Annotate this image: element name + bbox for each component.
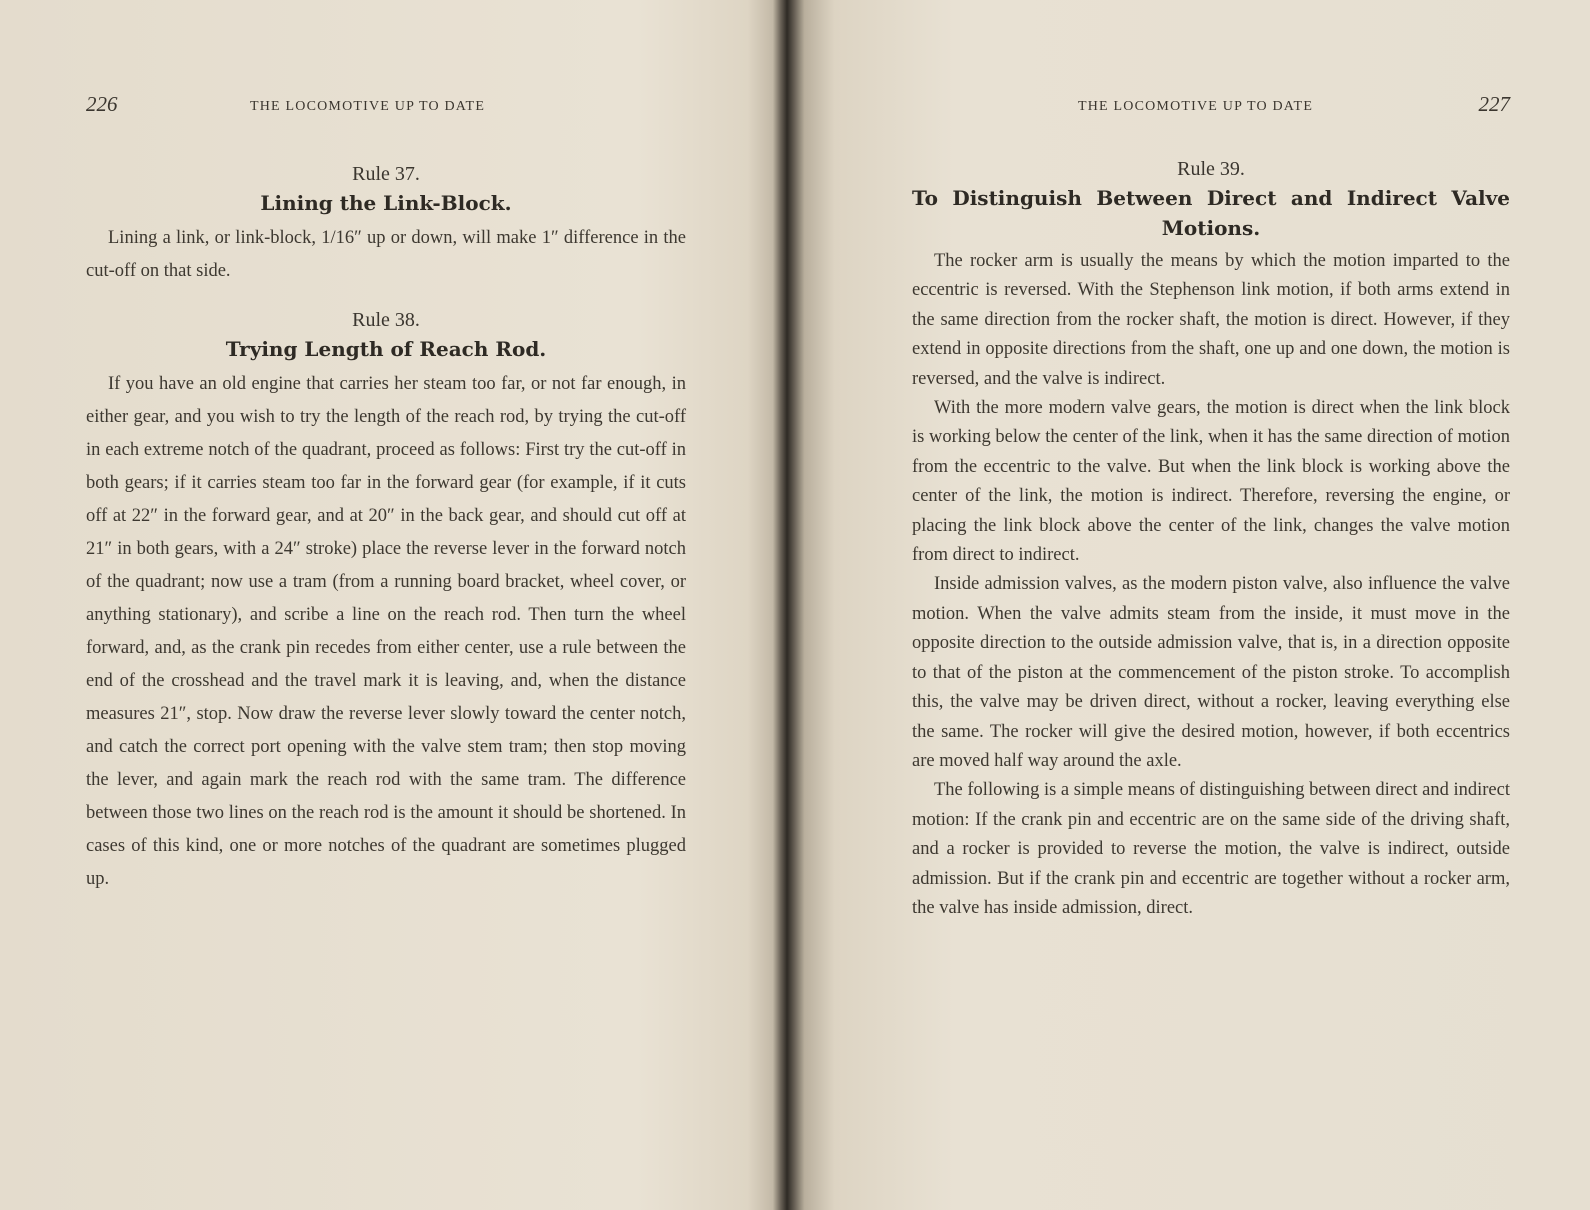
paragraph: Inside admission valves, as the modern piston valve, also influence the valve motion. When the valve admits steam from the inside, it must move in the opposite direction to the outside admission valve, that is, in a direction opposite to that of the piston at the commencement of the piston stroke. To accomplish this, the valve may be driven direct, without a rocker, leaving everything else the same. The rocker will give the desired motion, however, if both eccentrics are moved half way around the axle. [912, 574, 1510, 771]
left-running-head [86, 92, 686, 122]
rule-title: To Distinguish Between Direct and Indirect Valve Motions. [912, 186, 1510, 240]
paragraph: The following is a simple means of distinguishing between direct and indirect motion: If the crank pin and eccentric are on the same side of the driving shaft, and a rocker is provided to reverse the motion, the valve is indirect, outside admission. But if the crank pin and eccentric are together without a rocker arm, the valve has inside admission, direct. [912, 780, 1510, 918]
right-page [912, 0, 1510, 1210]
rule-title: Lining the Link-Block. [260, 191, 512, 215]
paragraph: With the more modern valve gears, the motion is direct when the link block is working below the center of the link, when it has the same direction of motion from the eccentric to the valve. But when the link block is working above the center of the link, the motion is indirect. Therefore, reversing the engine, or placing the link block above the center of the link, changes the valve motion from direct to indirect. [912, 398, 1510, 566]
running-head-title: THE LOCOMOTIVE UP TO DATE [250, 99, 486, 114]
right-running-head [912, 92, 1510, 122]
left-page [86, 0, 686, 1210]
page-number: 226 [86, 92, 118, 116]
rule-number: Rule 37. [352, 163, 420, 185]
page-number: 227 [1478, 92, 1510, 116]
rule-number: Rule 38. [352, 309, 420, 331]
running-head-title: THE LOCOMOTIVE UP TO DATE [1078, 99, 1314, 114]
paragraph: The rocker arm is usually the means by which the motion imparted to the eccentric is reversed. With the Stephenson link motion, if both arms extend in the same direction from the rocker shaft, the motion is direct. However, if they extend in opposite directions from the shaft, one up and one down, the motion is reversed, and the valve is indirect. [912, 251, 1510, 389]
paragraph: If you have an old engine that carries her steam too far, or not far enough, in either gear, and you wish to try the length of the reach rod, by trying the cut-off in each extreme notch of the quadrant, proceed as follows: First try the cut-off in both gears; if it carries steam too far in the forward gear (for example, if it cuts off at 22″ in the forward gear, and at 20″ in the back gear, and should cut off at 21″ in both gears, with a 24″ stroke) place the reverse lever in the forward notch of the quadrant; now use a tram (from a running board bracket, wheel cover, or anything stationary), and scribe a line on the reach rod. Then turn the wheel forward, and, as the crank pin recedes from either center, use a rule between the end of the crosshead and the travel mark it is leaving, and, when the distance measures 21″, stop. Now draw the reverse lever slowly toward the center notch, and catch the correct port opening with the valve stem tram; then stop moving the lever, and again mark the reach rod with the same tram. The difference between those two lines on the reach rod is the amount it should be shortened. In cases of this kind, one or more notches of the quadrant are sometimes plugged up. [86, 374, 686, 889]
rule-title: Trying Length of Reach Rod. [225, 337, 547, 361]
left-page-body [86, 160, 686, 896]
right-page-body [912, 155, 1510, 923]
rule-number: Rule 39. [1177, 158, 1245, 180]
paragraph: Lining a link, or link-block, 1/16″ up or down, will make 1″ difference in the cut-off on that side. [86, 228, 686, 281]
